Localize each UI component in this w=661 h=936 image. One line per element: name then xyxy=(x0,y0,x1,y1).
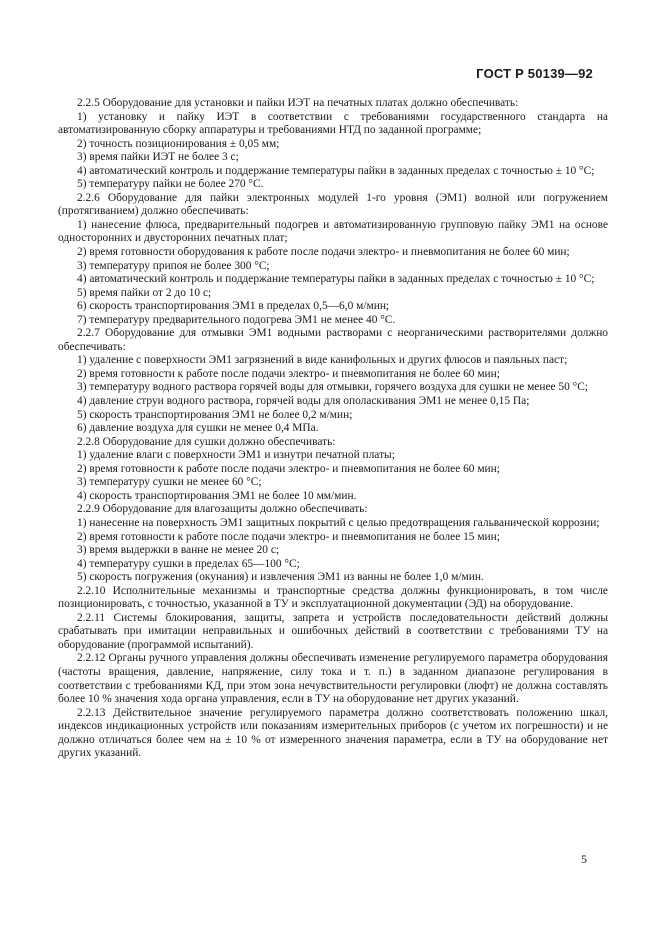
paragraph: 2) время готовности к работе после подачи электро- и пневмопитания не более 60 мин; xyxy=(77,367,500,380)
paragraph: 2) время готовности оборудования к работе после подачи электро- и пневмопитания не более 60 мин; xyxy=(77,246,570,259)
paragraph: 4) автоматический контроль и поддержание температуры пайки в заданных пределах с точностью ± 10 °С; xyxy=(77,273,595,286)
paragraph: 2.2.9 Оборудование для влагозащиты должно обеспечивать: xyxy=(77,503,368,516)
paragraph: 6) давление воздуха для сушки не менее 0,4 МПа. xyxy=(77,422,319,435)
paragraph: 5) время пайки от 2 до 10 с; xyxy=(77,286,212,299)
paragraph: 1) нанесение на поверхность ЭМ1 защитных покрытий с целью предотвращения гальванической коррозии; xyxy=(77,516,600,529)
paragraph: 5) скорость погружения (окунания) и извлечения ЭМ1 из ванны не более 1,0 м/мин. xyxy=(77,571,484,584)
paragraph: 4) температуру сушки в пределах 65—100 °С; xyxy=(77,557,300,570)
paragraph: 1) установку и пайку ИЭТ в соответствии с требованиями государственного стандарта на автоматизированную сборку аппаратуры и требованиями НТД по заданной программе; xyxy=(58,110,608,137)
document-body xyxy=(58,97,608,761)
paragraph: 2) время готовности к работе после подачи электро- и пневмопитания не более 15 мин; xyxy=(77,530,500,543)
paragraph: 2) время готовности к работе после подачи электро- и пневмопитания не более 60 мин; xyxy=(77,462,500,475)
paragraph: 2.2.6 Оборудование для пайки электронных модулей 1-го уровня (ЭМ1) волной или погружением (протягиванием) должно обеспечивать: xyxy=(58,191,608,218)
standard-header: ГОСТ Р 50139—92 xyxy=(476,66,593,81)
paragraph: 5) скорость транспортирования ЭМ1 не более 0,2 м/мин; xyxy=(77,408,353,421)
paragraph: 4) давление струи водного раствора, горячей воды для ополаскивания ЭМ1 не менее 0,15 Па; xyxy=(77,395,530,408)
paragraph: 4) скорость транспортирования ЭМ1 не более 10 мм/мин. xyxy=(77,489,357,502)
paragraph: 6) скорость транспортирования ЭМ1 в пределах 0,5—6,0 м/мин; xyxy=(77,300,390,313)
paragraph: 2.2.13 Действительное значение регулируемого параметра должно соответствовать положению шкал, индексов индикационных устройств или показаниям измерительных приборов (с учетом их погрешности) и не должно отличаться более чем на ± 10 % от измеренного значения параметра, если в ТУ на оборудование нет других указаний. xyxy=(58,706,608,760)
page-number: 5 xyxy=(581,852,587,866)
paragraph: 4) автоматический контроль и поддержание температуры пайки в заданных пределах с точностью ± 10 °С; xyxy=(77,164,595,177)
paragraph: 3) время выдержки в ванне не менее 20 с; xyxy=(77,544,280,557)
paragraph: 1) удаление с поверхности ЭМ1 загрязнений в виде канифольных и других флюсов и паяльных паст; xyxy=(77,354,568,367)
paragraph: 2.2.11 Системы блокирования, защиты, запрета и устройств последовательности действий должны срабатывать при имитации неправильных и ошибочных действий в соответствии с требованиями ТУ на оборудование (программой испытаний). xyxy=(58,611,608,651)
paragraph: 3) температуру сушки не менее 60 °С; xyxy=(77,476,262,489)
paragraph: 1) удаление влаги с поверхности ЭМ1 и изнутри печатной платы; xyxy=(77,449,395,462)
paragraph: 2) точность позиционирования ± 0,05 мм; xyxy=(77,137,280,150)
paragraph: 3) температуру припоя не более 300 °С; xyxy=(77,259,270,272)
paragraph: 2.2.12 Органы ручного управления должны обеспечивать изменение регулируемого параметра оборудования (частоты вращения, давление, напряжение, силу тока и т. п.) в заданном диапазоне регулирования в соответствии с требованиями КД, при этом зона нечувствительности регулировки (люфт) не должна составлять более 10 % значения хода органа управления, если в ТУ на оборудование нет других указаний. xyxy=(58,652,608,706)
paragraph: 2.2.10 Исполнительные механизмы и транспортные средства должны функционировать, в том числе позиционировать, с точностью, указанной в ТУ и эксплуатационной документации (ЭД) на оборудование. xyxy=(58,584,608,611)
paragraph: 3) температуру водного раствора горячей воды для отмывки, горячего воздуха для сушки не менее 50 °С; xyxy=(77,381,588,394)
paragraph: 2.2.5 Оборудование для установки и пайки ИЭТ на печатных платах должно обеспечивать: xyxy=(77,97,519,109)
paragraph: 5) температуру пайки не более 270 °С. xyxy=(77,178,264,191)
paragraph: 2.2.7 Оборудование для отмывки ЭМ1 водными растворами с неорганическими растворителями должно обеспечивать: xyxy=(58,327,608,353)
paragraph: 3) время пайки ИЭТ не более 3 с; xyxy=(77,151,239,164)
paragraph: 1) нанесение флюса, предварительный подогрев и автоматизированную групповую пайку ЭМ1 на основе односторонних и двусторонних печатных плат; xyxy=(58,218,608,245)
paragraph: 2.2.8 Оборудование для сушки должно обеспечивать: xyxy=(77,435,336,448)
paragraph: 7) температуру предварительного подогрева ЭМ1 не менее 40 °С. xyxy=(77,313,396,326)
